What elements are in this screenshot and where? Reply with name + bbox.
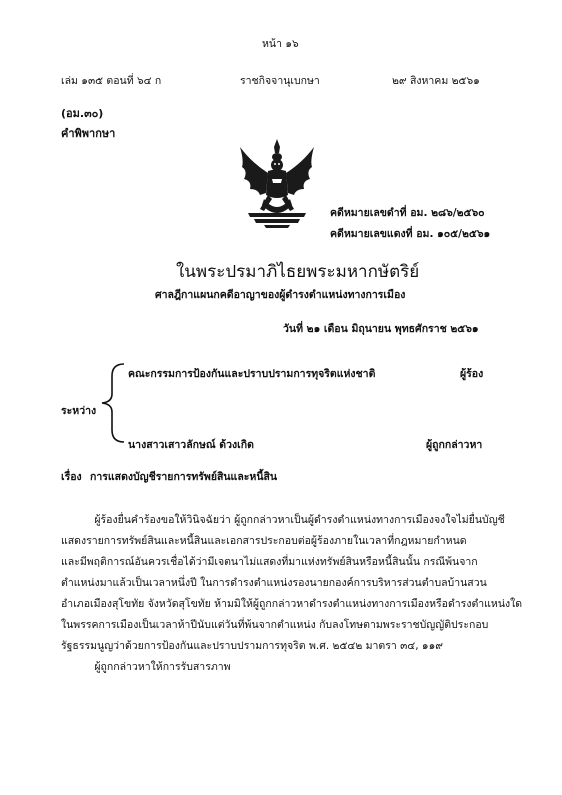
body-line: ในพรรคการเมืองเป็นเวลาห้าปีนับแต่วันที่พ้นจากตำแหน่ง กับลงโทษตามพระราชบัญญัติประกอบ [61,619,489,631]
gazette-date: ๒๙ สิงหาคม ๒๕๖๑ [392,75,480,87]
form-code: (อม.๓๐) [61,107,104,120]
defendant-name: นางสาวเสาวลักษณ์ ด้วงเกิด [128,439,254,451]
body-line: ผู้ร้องยื่นคำร้องขอให้วินิจฉัยว่า ผู้ถูกกล่าวหาเป็นผู้ดำรงตำแหน่งทางการเมืองจงใจไม่ยื่นบัญชี [61,514,505,526]
gazette-name: ราชกิจจานุเบกษา [240,75,320,87]
body-line: อำเภอเมืองสุโขทัย จังหวัดสุโขทัย ห้ามมิให้ผู้ถูกกล่าวหาดำรงตำแหน่งทางการเมืองหรือดำรงตำแหน่งใด [61,598,523,610]
plaintiff-role: ผู้ร้อง [460,368,484,380]
verdict-date: วันที่ ๒๑ เดือน มิถุนายน พุทธศักราช ๒๕๖๑ [283,323,479,335]
subject-label: เรื่อง [61,471,82,483]
red-case-number: คดีหมายเลขแดงที่ อม. ๑๐๕/๒๕๖๑ [330,228,491,240]
page-number: หน้า ๑๖ [262,38,299,50]
document-type: คำพิพากษา [61,127,116,140]
party-brace [100,362,126,444]
black-case-number: คดีหมายเลขดำที่ อม. ๒๘๖/๒๕๖๐ [330,207,485,219]
gazette-volume: เล่ม ๑๓๕ ตอนที่ ๖๔ ก [61,75,162,87]
royal-title: ในพระปรมาภิไธยพระมหากษัตริย์ [176,262,420,282]
subject-text: การแสดงบัญชีรายการทรัพย์สินและหนี้สิน [90,471,278,483]
garuda-emblem-icon [234,135,320,231]
plaintiff-name: คณะกรรมการป้องกันและปราบปรามการทุจริตแห่งชาติ [128,368,376,380]
body-line: และมีพฤติการณ์อันควรเชื่อได้ว่ามีเจตนาไม่แสดงที่มาแห่งทรัพย์สินหรือหนี้สินนั้น กรณีพ้นจาก [61,556,478,568]
judgment-body [61,510,523,678]
defendant-role: ผู้ถูกกล่าวหา [426,439,483,451]
body-line: รัฐธรรมนูญว่าด้วยการป้องกันและปราบปรามการทุจริต พ.ศ. ๒๕๔๒ มาตรา ๓๔, ๑๑๙ [61,640,443,652]
between-label: ระหว่าง [61,405,97,417]
body-line: แสดงรายการทรัพย์สินและหนี้สินและเอกสารประกอบต่อผู้ร้องภายในเวลาที่กฎหมายกำหนด [61,535,467,547]
body-line: ตำแหน่งมาแล้วเป็นเวลาหนึ่งปี ในการดำรงตำแหน่งรองนายกองค์การบริหารส่วนตำบลบ้านสวน [61,577,487,589]
body-line: ผู้ถูกกล่าวหาให้การรับสารภาพ [61,661,231,673]
court-name: ศาลฎีกาแผนกคดีอาญาของผู้ดำรงตำแหน่งทางการเมือง [155,289,406,301]
